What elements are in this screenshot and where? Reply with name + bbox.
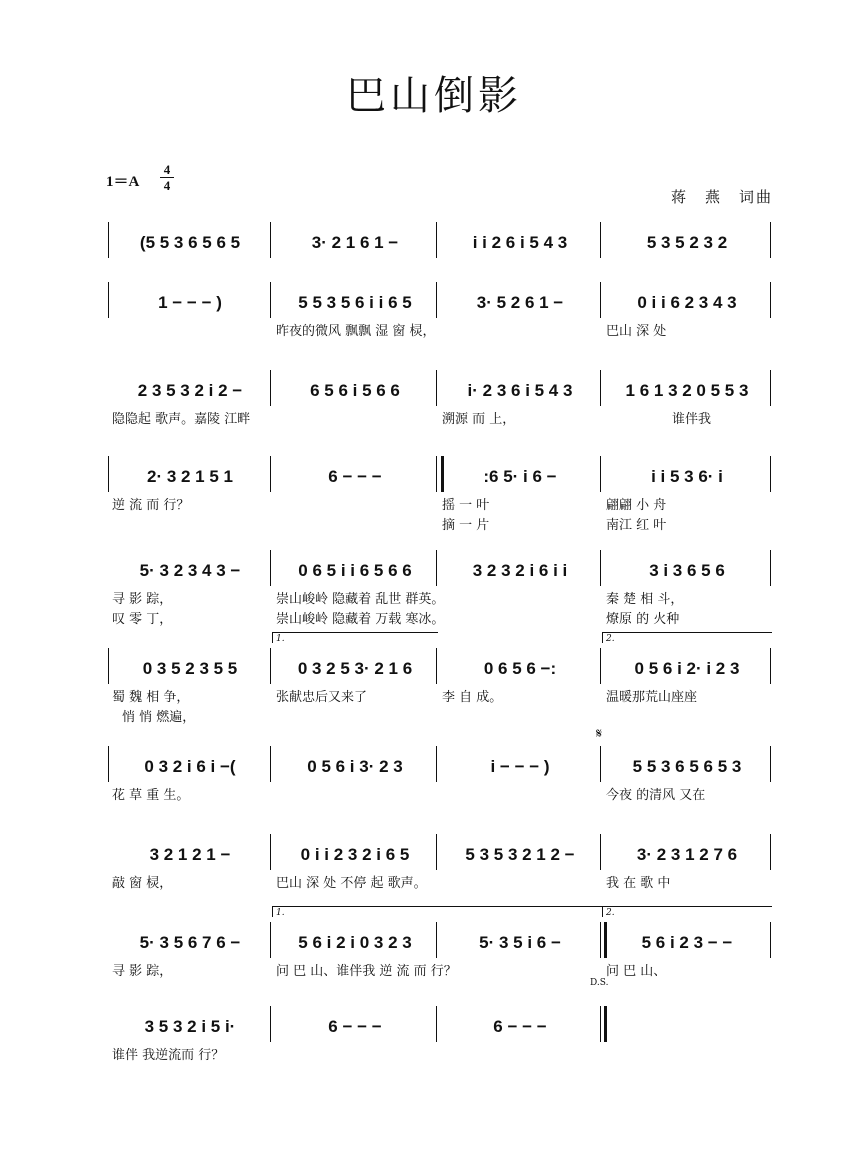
lyrics-line [108, 320, 772, 340]
lyrics-line [108, 872, 772, 892]
measure: i − − − ) [490, 757, 550, 776]
measure: 5· 3 2 3 4 3 − [139, 561, 241, 580]
lyric-phrase: 巴山 深 处 不停 起 歌声。 [276, 876, 427, 891]
barline [600, 222, 601, 258]
lyrics-line [108, 686, 772, 706]
lyric-phrase: 巴山 深 处 [606, 324, 667, 339]
barline [108, 746, 109, 782]
page-title: 巴山倒影 [346, 73, 522, 119]
barline [600, 922, 607, 958]
barline [436, 222, 437, 258]
barline [436, 648, 437, 684]
key-signature: 1＝A [106, 174, 140, 190]
barline [270, 834, 271, 870]
lyrics-line [108, 494, 772, 514]
barline [600, 834, 601, 870]
barline [436, 456, 444, 492]
lyrics-line [108, 514, 772, 534]
barline [270, 1006, 271, 1042]
lyric-phrase: 南江 红 叶 [606, 518, 667, 533]
lyric-phrase: 逆 流 而 行？ [112, 498, 190, 513]
barline [436, 550, 437, 586]
lyric-phrase: 悄 悄 燃遍， [122, 710, 196, 725]
barline [270, 550, 271, 586]
measure: (5 5 3 6 5 6 5 [139, 233, 241, 252]
measure: 2 3 5 3 2 i 2 − [137, 381, 243, 400]
barline [108, 648, 109, 684]
measure: 5· 3 5 6 7 6 − [139, 933, 241, 952]
measure: 0 5 6 i 2· i 2 3 [634, 659, 740, 678]
measure: 0 6 5 i i 6 5 6 6 [298, 561, 412, 580]
lyric-phrase: 谁伴 我逆流而 行？ [112, 1048, 225, 1063]
barline [270, 282, 271, 318]
measure: 3· 5 2 6 1 − [476, 293, 564, 312]
barline [436, 922, 437, 958]
barline [270, 370, 271, 406]
measure: 0 6 5 6 −: [483, 659, 557, 678]
measure: 3 i 3 6 5 6 [649, 561, 725, 580]
lyric-phrase: 燎原 的 火种 [606, 612, 680, 627]
measure: 2· 3 2 1 5 1 [146, 467, 233, 486]
barline [770, 922, 771, 958]
measure: 6 5 6 i 5 6 6 [310, 381, 400, 400]
lyric-phrase: 今夜 的清风 又在 [606, 788, 706, 803]
lyric-phrase: 秦 楚 相 斗， [606, 592, 684, 607]
barline [600, 1006, 607, 1042]
barline [270, 456, 271, 492]
measure: 5 3 5 2 3 2 [646, 233, 728, 252]
measure: 5 5 3 6 5 6 5 3 [632, 757, 742, 776]
lyric-phrase: 敲 窗 棂， [112, 876, 173, 891]
lyric-phrase: 寻 影 踪， [112, 592, 173, 607]
lyric-phrase: 崇山峻岭 隐藏着 乱世 群英。 [276, 592, 445, 607]
measure: i· 2 3 6 i 5 4 3 [467, 381, 573, 400]
volta-bracket: 2. [602, 906, 772, 917]
lyric-phrase: 谁伴我 [672, 412, 712, 427]
lyric-phrase: 摇 一 叶 [442, 498, 490, 513]
barline [108, 222, 109, 258]
barline [600, 282, 601, 318]
measure: 0 3 2 i 6 i −( [144, 757, 236, 776]
lyric-phrase: 摘 一 片 [442, 518, 490, 533]
barline [600, 456, 601, 492]
lyrics-line [108, 408, 772, 428]
barline [600, 550, 601, 586]
barline [270, 648, 271, 684]
volta-bracket: 2. [602, 632, 772, 643]
lyric-phrase: 张献忠后又来了 [276, 690, 368, 705]
lyric-phrase: 崇山峻岭 隐藏着 万载 寒冰。 [276, 612, 445, 627]
barline [108, 456, 109, 492]
dal-segno-mark: D.S. [590, 978, 609, 988]
lyric-phrase: 叹 零 丁， [112, 612, 173, 627]
lyric-phrase: 我 在 歌 中 [606, 876, 671, 891]
barline [770, 648, 771, 684]
lyric-phrase: 花 草 重 生。 [112, 788, 190, 803]
lyric-phrase: 昨夜的微风 飘飘 湿 窗 棂， [276, 324, 436, 339]
measure: 3 5 3 2 i 5 i· [144, 1017, 236, 1036]
volta-bracket: 1. [272, 906, 602, 917]
measure: 1 − − − ) [158, 293, 222, 312]
barline [436, 834, 437, 870]
lyrics-line [108, 784, 772, 804]
barline [270, 746, 271, 782]
measure: 6 − − − [328, 467, 382, 486]
barline [770, 370, 771, 406]
composer-credit: 蒋 燕 词曲 [671, 188, 774, 206]
barline [270, 922, 271, 958]
lyric-phrase: 寻 影 踪， [112, 964, 173, 979]
measure: 5 6 i 2 3 − − [641, 933, 733, 952]
volta-bracket: 1. [272, 632, 438, 643]
measure: 3 2 3 2 i 6 i i [472, 561, 568, 580]
measure: 3· 2 1 6 1 − [311, 233, 399, 252]
barline [436, 1006, 437, 1042]
lyric-phrase: 问 巴 山、谁伴我 逆 流 而 行？ [276, 964, 457, 979]
lyric-phrase: 问 巴 山、 [606, 964, 667, 979]
measure: 6 − − − [328, 1017, 382, 1036]
lyric-phrase: 温暖那荒山座座 [606, 690, 698, 705]
lyric-phrase: 翩翩 小 舟 [606, 498, 667, 513]
lyrics-line [108, 706, 772, 726]
barline [600, 746, 601, 782]
measure: 5 5 3 5 6 i i 6 5 [298, 293, 412, 312]
measure: 3 2 1 2 1 − [149, 845, 231, 864]
barline [108, 282, 109, 318]
lyrics-line [108, 1044, 772, 1064]
lyric-phrase: 李 自 成。 [442, 690, 503, 705]
barline [770, 746, 771, 782]
lyric-phrase: 溯源 而 上， [442, 412, 516, 427]
measure: 0 i i 6 2 3 4 3 [637, 293, 737, 312]
measure: i i 2 6 i 5 4 3 [472, 233, 568, 252]
barline [600, 370, 601, 406]
measure: 0 3 5 2 3 5 5 [142, 659, 238, 678]
lyric-phrase: 隐隐起 歌声。嘉陵 江畔 [112, 412, 251, 427]
barline [436, 746, 437, 782]
barline [770, 222, 771, 258]
measure: 6 − − − [493, 1017, 547, 1036]
barline [770, 282, 771, 318]
measure: 0 5 6 i 3· 2 3 [307, 757, 403, 776]
measure: 5 6 i 2 i 0 3 2 3 [298, 933, 412, 952]
lyrics-line [108, 960, 772, 980]
measure: i i 5 3 6· i [651, 467, 723, 486]
barline [270, 222, 271, 258]
lyrics-line [108, 608, 772, 628]
measure: 5· 3 5 i 6 − [479, 933, 561, 952]
measure: 0 i i 2 3 2 i 6 5 [300, 845, 410, 864]
barline [436, 370, 437, 406]
barline [436, 282, 437, 318]
barline [600, 648, 601, 684]
barline [770, 550, 771, 586]
lyric-phrase: 蜀 魏 相 争， [112, 690, 190, 705]
lyrics-line [108, 588, 772, 608]
barline [770, 456, 771, 492]
segno-sign: 𝄋 [596, 726, 603, 742]
measure: 3· 2 3 1 2 7 6 [636, 845, 738, 864]
barline [770, 834, 771, 870]
measure: 0 3 2 5 3· 2 1 6 [297, 659, 413, 678]
measure: :6 5· i 6 − [483, 467, 557, 486]
measure: 1 6 1 3 2 0 5 5 3 [625, 381, 749, 400]
measure: 5 3 5 3 2 1 2 − [465, 845, 575, 864]
time-signature: 4 4 [160, 163, 174, 192]
